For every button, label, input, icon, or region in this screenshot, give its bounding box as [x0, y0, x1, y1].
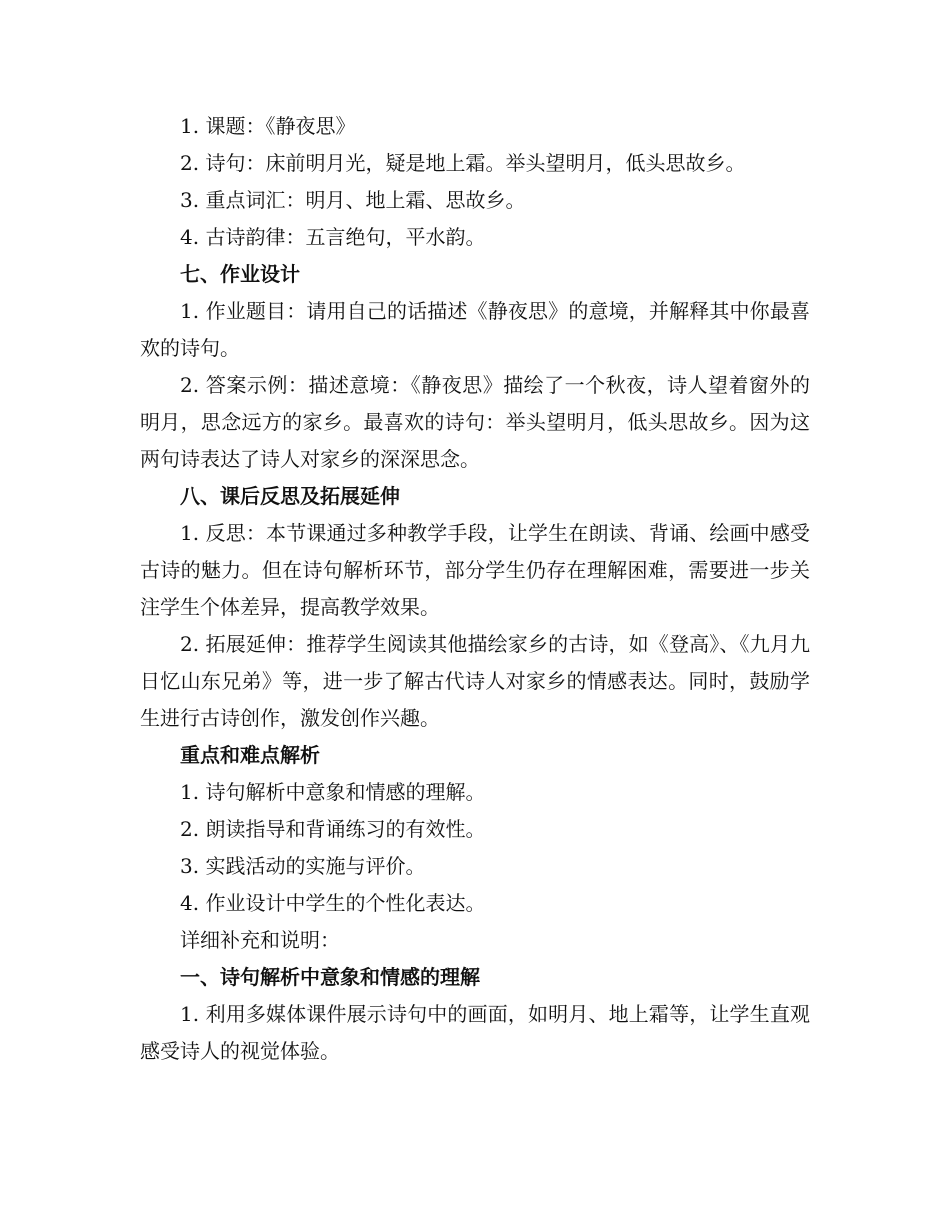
paragraph: 1. 利用多媒体课件展示诗句中的画面，如明月、地上霜等，让学生直观感受诗人的视觉体验。 [140, 1002, 810, 1063]
document-body [140, 108, 810, 1070]
list-item: 4. 作业设计中学生的个性化表达。 [180, 891, 486, 915]
section-heading: 八、课后反思及拓展延伸 [180, 484, 400, 508]
list-item: 2. 诗句：床前明月光，疑是地上霜。举头望明月，低头思故乡。 [180, 151, 746, 175]
paragraph: 2. 答案示例：描述意境：《静夜思》描绘了一个秋夜，诗人望着窗外的明月，思念远方的家乡。最喜欢的诗句：举头望明月，低头思故乡。因为这两句诗表达了诗人对家乡的深深思念。 [140, 373, 810, 471]
paragraph: 1. 作业题目：请用自己的话描述《静夜思》的意境，并解释其中你最喜欢的诗句。 [140, 299, 810, 360]
list-item: 1. 诗句解析中意象和情感的理解。 [180, 780, 486, 804]
section-heading: 七、作业设计 [180, 262, 300, 286]
list-item: 2. 朗读指导和背诵练习的有效性。 [180, 817, 486, 841]
list-item: 1. 课题：《静夜思》 [180, 114, 356, 138]
paragraph: 1. 反思：本节课通过多种教学手段，让学生在朗读、背诵、绘画中感受古诗的魅力。但在诗句解析环节，部分学生仍存在理解困难，需要进一步关注学生个体差异，提高教学效果。 [140, 521, 810, 619]
section-heading: 重点和难点解析 [180, 743, 320, 767]
paragraph: 2. 拓展延伸：推荐学生阅读其他描绘家乡的古诗，如《登高》、《九月九日忆山东兄弟》等，进一步了解古代诗人对家乡的情感表达。同时，鼓励学生进行古诗创作，激发创作兴趣。 [140, 632, 810, 730]
list-item: 3. 重点词汇：明月、地上霜、思故乡。 [180, 188, 526, 212]
list-item: 4. 古诗韵律：五言绝句，平水韵。 [180, 225, 486, 249]
section-heading: 一、诗句解析中意象和情感的理解 [180, 965, 480, 989]
paragraph: 详细补充和说明： [180, 928, 340, 952]
list-item: 3. 实践活动的实施与评价。 [180, 854, 426, 878]
